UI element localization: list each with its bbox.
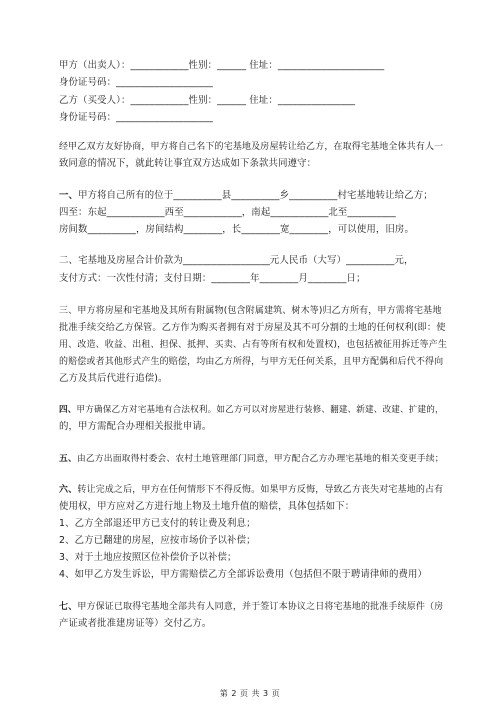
page-number-footer: 第 2 页 共 3 页	[219, 689, 281, 698]
clause-2-payment-line: 支付方式：一次性付清；支付日期：________年________月________日；	[59, 273, 366, 284]
clause-3-line-1	[59, 305, 445, 317]
clause-2-text: 宅基地及房屋合计价款为__________________元人民币（大写）__________元，	[78, 255, 414, 266]
clause-4-text: 甲方确保乙方对宅基地有合法权利。如乙方可以对房屋进行装修、翻建、新建、改建、扩建的，	[76, 405, 444, 415]
preamble-line-2: 致同意的情况下，就此转让事宜双方达成如下条款共同遵守：	[59, 158, 317, 169]
clause-5-text: 由乙方出面取得村委会、农村土地管理部门同意，甲方配合乙方办理宅基地的相关变更手续；	[76, 454, 444, 464]
party-a-name-line: 甲方（出卖人）：____________性别：______ 住址：______________________	[59, 60, 385, 71]
clause-1-rooms-line: 房间数__________，房间结构________，长________宽________，可以使用，旧房。	[59, 224, 414, 235]
clause-1-number: 一、	[59, 190, 79, 201]
clause-6-item-4: 4、如甲乙方发生诉讼，甲方需赔偿乙方全部诉讼费用（包括但不限于聘请律师的费用）	[59, 569, 428, 580]
clause-7-line-1	[59, 601, 445, 613]
clause-7-text: 甲方保证已取得宅基地全部共有人同意，并于签订本协议之日将宅基地的批准手续原件（房	[77, 602, 444, 612]
clause-3-line-4: 的赔偿或者其他形式产生的赔偿，均由乙方所得，与甲方无任何关系，且甲方配偶和后代不得向	[59, 357, 444, 367]
party-b-id-line: 身份证号码：____________________	[59, 112, 213, 123]
clause-5-number: 五、	[59, 454, 77, 464]
clause-3-number: 三、	[59, 306, 78, 316]
clause-3-line-3: 用、改造、收益、出租、担保、抵押、买卖、占有等所有权和处置权)，也包括被征用拆迁等产生	[59, 340, 447, 350]
clause-4-number: 四、	[59, 405, 77, 415]
clause-3-text: 甲方将房屋和宅基地及其所有附属物(包含附属建筑、树木等)归乙方所有，甲方需将宅基地	[77, 306, 442, 316]
clause-3-line-5: 乙方及其后代进行追偿)。	[59, 373, 168, 384]
clause-2-number: 二、	[59, 255, 79, 266]
clause-6-line-2: 使用权，甲方应对乙方进行地上物及土地升值的赔偿，具体包括如下：	[59, 501, 355, 512]
preamble-line-1: 经甲乙双方友好协商，甲方将自己名下的宅基地及房屋转让给乙方，在取得宅基地全体共有人一	[59, 142, 444, 152]
clause-6-item-3: 3、对于土地应按照区位补偿价予以补偿；	[59, 552, 237, 563]
clause-5-line-1	[59, 453, 445, 465]
clause-4-line-2: 的，甲方需配合办理相关报批申请。	[59, 421, 212, 432]
clause-6-item-1: 1、乙方全部退还甲方已支付的转让费及利息；	[59, 518, 256, 529]
party-a-id-line: 身份证号码：____________________	[59, 77, 213, 88]
clause-2-line-1	[59, 255, 445, 267]
party-b-name-line: 乙方（买受人）：____________性别：______ 住址：________________	[59, 95, 356, 106]
clause-6-line-1	[59, 484, 445, 496]
clause-1-text: 甲方将自己所有的位于__________县__________乡__________村宅基地转让给乙方；	[78, 190, 433, 201]
clause-4-line-1	[59, 404, 445, 416]
clause-6-text: 转让完成之后，甲方在任何情形下不得反悔。如果甲方反悔，导致乙方丧失对宅基地的占有	[77, 485, 444, 495]
clause-6-item-2: 2、乙方已翻建的房屋，应按市场价予以补偿；	[59, 535, 256, 546]
clause-7-line-2: 产证或者批准建房证等）交付乙方。	[59, 618, 212, 629]
clause-7-number: 七、	[59, 602, 78, 612]
clause-1-line-1	[59, 190, 445, 202]
clause-3-line-2: 批准手续交给乙方保管。乙方作为购买者拥有对于房屋及其不可分割的土地的任何权利(即：使	[59, 322, 446, 333]
clause-1-boundaries-line: 四至：东起____________西至____________，南起____________北至__________	[59, 207, 396, 218]
clause-6-number: 六、	[59, 485, 78, 495]
